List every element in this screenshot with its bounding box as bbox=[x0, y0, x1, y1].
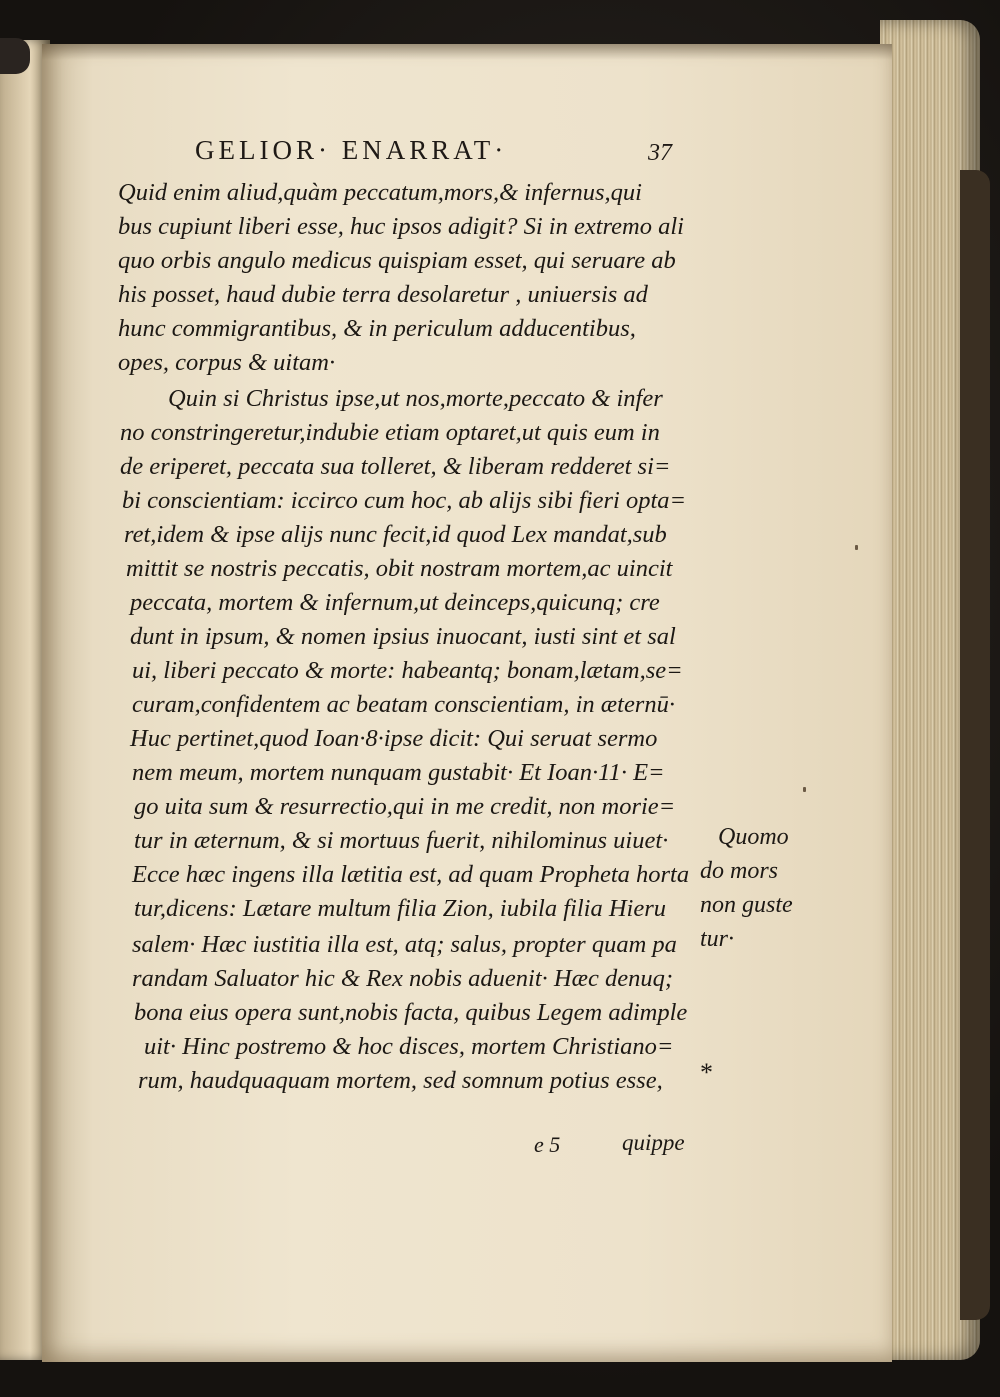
text-line: randam Saluator hic & Rex nobis aduenit· Hæc denuq; bbox=[132, 965, 673, 992]
binding-clasp bbox=[0, 38, 30, 74]
text-line: de eriperet, peccata sua tolleret, & liberam redderet si= bbox=[120, 453, 671, 480]
text-line: hunc commigrantibus, & in periculum adducentibus, bbox=[118, 315, 636, 342]
marginal-line: Quomo bbox=[718, 824, 789, 850]
catchword: quippe bbox=[622, 1130, 685, 1155]
text-line: bi conscientiam: iccirco cum hoc, ab alijs sibi fieri opta= bbox=[122, 487, 687, 514]
text-line: his posset, haud dubie terra desolaretur , uniuersis ad bbox=[118, 281, 648, 308]
text-line: Quid enim aliud,quàm peccatum,mors,& infernus,qui bbox=[118, 179, 642, 206]
signature-mark: e 5 bbox=[534, 1132, 561, 1157]
text-line: go uita sum & resurrectio,qui in me credit, non morie= bbox=[134, 793, 676, 820]
marginal-line: non guste bbox=[700, 892, 793, 918]
text-line: bona eius opera sunt,nobis facta, quibus Legem adimple bbox=[134, 999, 688, 1026]
text-line: tur,dicens: Lætare multum filia Zion, iubila filia Hieru bbox=[134, 895, 666, 922]
text-line: ui, liberi peccato & morte: habeantq; bonam,lætam,se= bbox=[132, 657, 683, 684]
paper-speck bbox=[855, 545, 858, 550]
text-line: tur in æternum, & si mortuus fuerit, nihilominus uiuet· bbox=[134, 827, 669, 854]
text-line: peccata, mortem & infernum,ut deinceps,quicunq; cre bbox=[130, 589, 660, 616]
text-line: ret,idem & ipse alijs nunc fecit,id quod Lex mandat,sub bbox=[124, 521, 667, 548]
text-line: quo orbis angulo medicus quispiam esset, qui seruare ab bbox=[118, 247, 676, 274]
marginal-line: tur· bbox=[700, 926, 735, 952]
text-line: opes, corpus & uitam· bbox=[118, 349, 336, 376]
text-line: Huc pertinet,quod Ioan·8·ipse dicit: Qui seruat sermo bbox=[130, 725, 658, 752]
marginal-line: do mors bbox=[700, 858, 779, 884]
book-cover-edge bbox=[960, 170, 990, 1320]
text-line: curam,confidentem ac beatam conscientiam, in æternū· bbox=[132, 691, 675, 718]
text-line: Ecce hæc ingens illa lætitia est, ad quam Propheta horta bbox=[132, 861, 690, 888]
text-line: nem meum, mortem nunquam gustabit· Et Ioan·11· E= bbox=[132, 759, 665, 786]
text-line: mittit se nostris peccatis, obit nostram mortem,ac uincit bbox=[126, 555, 673, 582]
running-head: GELIOR· ENARRAT· bbox=[195, 135, 508, 165]
page-shadow bbox=[42, 44, 892, 60]
text-line: Quin si Christus ipse,ut nos,morte,peccato & infer bbox=[168, 385, 663, 412]
text-line: salem· Hæc iustitia illa est, atq; salus, propter quam pa bbox=[132, 931, 677, 958]
text-line: uit· Hinc postremo & hoc disces, mortem Christiano= bbox=[144, 1033, 674, 1060]
text-line: bus cupiunt liberi esse, huc ipsos adigit? Si in extremo ali bbox=[118, 213, 684, 240]
marginal-note bbox=[698, 820, 818, 956]
paper-speck bbox=[803, 787, 806, 792]
text-line: no constringeretur,indubie etiam optaret,ut quis eum in bbox=[120, 419, 660, 446]
asterisk-icon: * bbox=[700, 1058, 713, 1087]
page-number: 37 bbox=[648, 140, 672, 166]
text-line: dunt in ipsum, & nomen ipsius inuocant, iusti sint et sal bbox=[130, 623, 676, 650]
text-line: rum, haudquaquam mortem, sed somnum potius esse, bbox=[138, 1067, 663, 1094]
